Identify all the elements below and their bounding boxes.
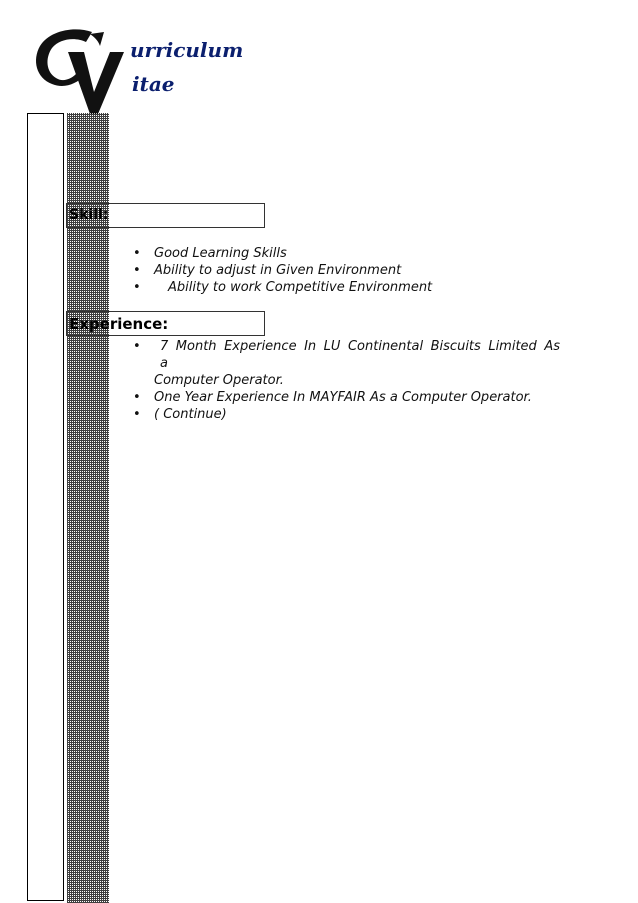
list-item <box>130 338 560 389</box>
experience-list <box>130 338 560 423</box>
hatched-sidebar <box>67 113 109 903</box>
list-item: • One Year Experience In MAYFAIR As a Computer Operator. <box>130 389 560 406</box>
logo-word-urriculum: urriculum <box>130 38 244 62</box>
experience-heading: Experience: <box>69 315 169 333</box>
skills-heading: Skill: <box>69 207 109 223</box>
cv-monogram-icon <box>30 22 130 117</box>
logo-word-itae: itae <box>132 72 175 96</box>
experience-item-line: Computer Operator. <box>154 373 284 388</box>
skills-list <box>130 245 550 296</box>
list-item: • Ability to work Competitive Environment <box>130 279 550 296</box>
list-item: • Good Learning Skills <box>130 245 550 262</box>
cv-logo <box>30 22 244 117</box>
left-margin-box <box>27 113 64 901</box>
list-item: • ( Continue) <box>130 406 560 423</box>
experience-item-line: • 7 Month Experience In LU Continental Biscuits Limited As a <box>160 339 560 371</box>
list-item: • Ability to adjust in Given Environment <box>130 262 550 279</box>
